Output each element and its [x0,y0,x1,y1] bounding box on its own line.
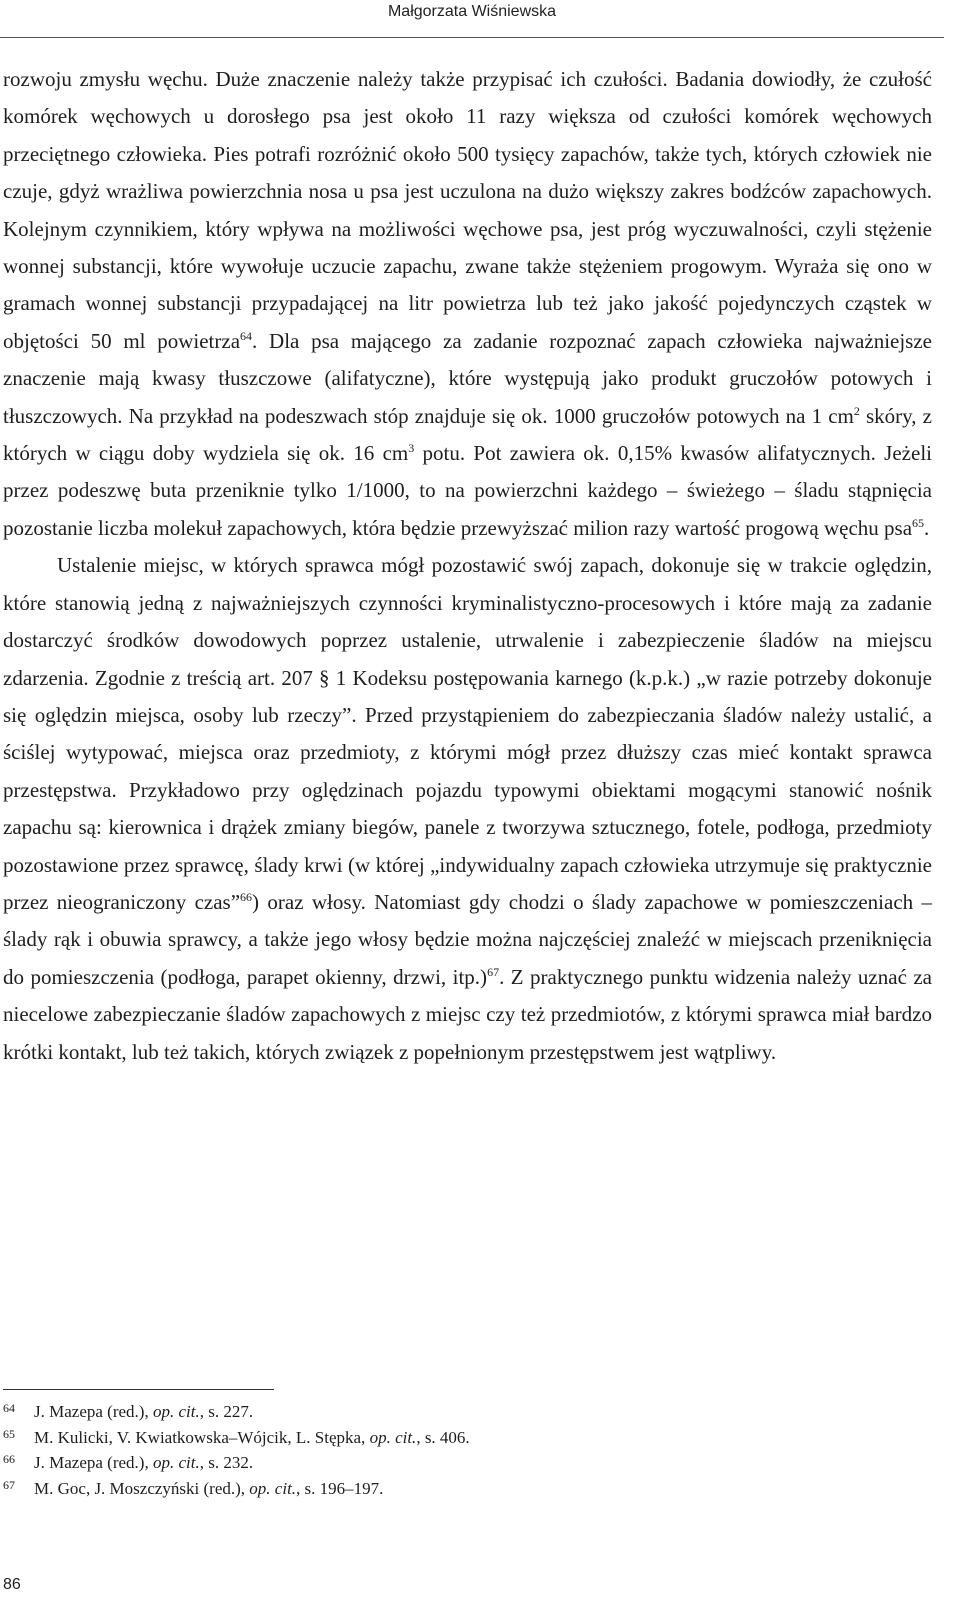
footnote-text: M. Kulicki, V. Kwiatkowska–Wójcik, L. Stępka, op. cit., s. 406. [34,1427,470,1447]
superscript-exponent: 3 [408,441,415,456]
page-number: 86 [3,1576,21,1593]
text-run: potu. Pot zawiera ok. 0,15% kwasów alifatycznych. Jeżeli przez podeszwę buta przeniknie tylko 1/1000, to na powierzchni każdego – świeżego – śladu stąpnięcia pozostanie liczba molekuł zapachowych, która będzie przewyższać milion razy wartość progową węchu psa [3,441,932,540]
footnote-ref-64[interactable]: 64 [240,328,253,343]
footnote-ref-66[interactable]: 66 [240,889,253,904]
footnote-number: 65 [3,1426,15,1441]
paragraph-2 [3,547,932,1071]
footnote-rule [3,1389,274,1390]
footnote-text: J. Mazepa (red.), op. cit., s. 232. [34,1453,254,1472]
footnote-67 [3,1476,803,1502]
superscript-exponent: 2 [853,403,860,418]
footnote-ref-67[interactable]: 67 [487,964,500,979]
text-run: . Dla psa mającego za zadanie rozpoznać zapach człowieka najważniejsze znaczenie mają kwasy tłuszczowe (alifatyczne), które występują jako produkt gruczołów potowych i tłuszczowych. Na przykład na podeszwach stóp znajduje się ok. 1000 gruczołów potowych na 1 cm [3,328,932,428]
footnotes [3,1399,803,1501]
footnote-66 [3,1450,803,1476]
body-text [3,61,932,1071]
footnote-text: J. Mazepa (red.), op. cit., s. 227. [34,1402,254,1421]
paragraph-1 [3,61,932,547]
header-rule [0,37,944,38]
text-run: skóry, z których w ciągu doby wydziela się ok. 16 cm [3,403,933,466]
footnote-65 [3,1425,803,1451]
footnote-number: 66 [3,1452,15,1466]
footnote-text: M. Goc, J. Moszczyński (red.), op. cit., s. 196–197. [34,1478,384,1498]
text-run: . [924,515,930,540]
text-run: Ustalenie miejsc, w których sprawca mógł pozostawić swój zapach, dokonuje się w trakcie oględzin, które stanowią jedną z najważniejszych czynności kryminalistyczno-procesowych i które mają za zadanie dostarczyć środków dowodowych poprzez ustalenie, utrwalenie i zabezpieczenie śladów na miejscu zdarzenia. Zgodnie z treścią art. 207 § 1 Kodeksu postępowania karnego (k.p.k.) „w razie potrzeby dokonuje się oględzin miejsca, osoby lub rzeczy”. Przed przystąpieniem do zabezpieczania śladów należy ustalić, a ściślej wytypować, miejsca oraz przedmioty, z którymi mógł przez dłuższy czas mieć kontakt sprawca przestępstwa. Przykładowo przy oględzinach pojazdu typowymi obiektami mogącymi stanowić nośnik zapachu są: kierownica i drążek zmiany biegów, panele z tworzywa sztucznego, fotele, podłoga, przedmioty pozostawione przez sprawcę, ślady krwi (w której „indywidualny zapach człowieka utrzymuje się praktycznie przez nieograniczony czas” [3,553,932,914]
text-run: . Z praktycznego punktu widzenia należy uznać za niecelowe zabezpieczanie śladów zapachowych z miejsc czy też przedmiotów, z którymi sprawca miał bardzo krótki kontakt, lub też takich, których związek z popełnionym przestępstwem jest wątpliwy. [3,964,932,1064]
text-run: ) oraz włosy. Natomiast gdy chodzi o ślady zapachowe w pomieszczeniach – ślady rąk i obuwia sprawcy, a także jego włosy będzie można najczęściej znaleźć w miejscach przeniknięcia do pomieszczenia (podłoga, parapet okienny, drzwi, itp.) [3,889,932,989]
footnote-number: 64 [3,1401,15,1415]
footnote-64 [3,1399,803,1425]
text-run: rozwoju zmysłu węchu. Duże znaczenie należy także przypisać ich czułości. Badania dowiodły, że czułość komórek węchowych u dorosłego psa jest około 11 razy większa od czułości komórek węchowych przeciętnego człowieka. Pies potrafi rozróżnić około 500 tysięcy zapachów, także tych, których człowiek nie czuje, gdyż wrażliwa powierzchnia nosa u psa jest uczulona na dużo większy zakres bodźców zapachowych. Kolejnym czynnikiem, który wpływa na możliwości węchowe psa, jest próg wyczuwalności, czyli stężenie wonnej substancji, które wywołuje uczucie zapachu, zwane także stężeniem progowym. Wyraża się ono w gramach wonnej substancji przypadającej na litr powietrza lub też jako jakość pojedynczych cząstek w objętości 50 ml powietrza [3,67,932,353]
running-head-author: Małgorzata Wiśniewska [387,3,557,20]
footnote-number: 67 [3,1477,15,1492]
footnote-ref-65[interactable]: 65 [912,515,925,530]
